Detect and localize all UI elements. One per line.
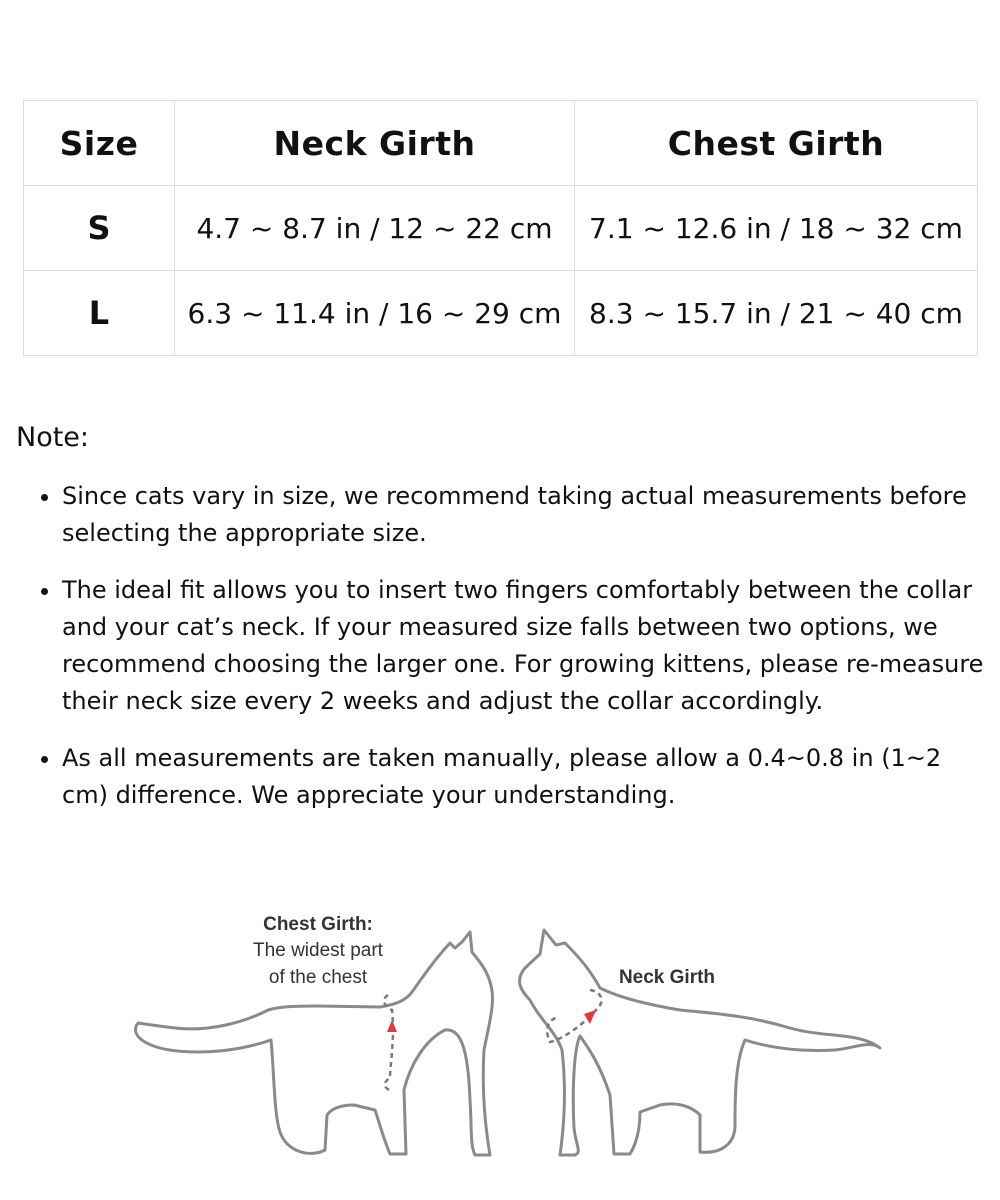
size-cell: S: [24, 186, 175, 271]
header-chest-girth: Chest Girth: [575, 101, 978, 186]
neck-girth-label: Neck Girth: [618, 967, 716, 988]
neck-arrow-icon: [584, 1010, 596, 1024]
note-list: [22, 478, 990, 834]
list-item: • The ideal fit allows you to insert two fingers comfortably between the collar and your cat’s neck. If your measured size falls between two options, we recommend choosing the larger one. For growing kittens, please re-measure their neck size every 2 weeks and adjust the collar accordingly.: [62, 572, 990, 720]
chest-girth-cell: 7.1 ~ 12.6 in / 18 ~ 32 cm: [575, 186, 978, 271]
table-row: [24, 186, 978, 271]
cat-left-outline: [136, 932, 493, 1155]
neck-girth-cell: 4.7 ~ 8.7 in / 12 ~ 22 cm: [175, 186, 575, 271]
size-chart-table: [23, 100, 978, 356]
chest-girth-cell: 8.3 ~ 15.7 in / 21 ~ 40 cm: [575, 271, 978, 356]
list-item: • As all measurements are taken manually, please allow a 0.4~0.8 in (1~2 cm) difference. We appreciate your understanding.: [62, 740, 990, 814]
size-cell: L: [24, 271, 175, 356]
table-row: [24, 271, 978, 356]
chest-girth-dashed-line: [384, 995, 393, 1090]
list-item: • Since cats vary in size, we recommend taking actual measurements before selecting the appropriate size.: [62, 478, 990, 552]
neck-girth-cell: 6.3 ~ 11.4 in / 16 ~ 29 cm: [175, 271, 575, 356]
chest-girth-label: Chest Girth:: [263, 914, 373, 935]
chest-girth-desc-line1: The widest part: [253, 940, 383, 961]
table-header-row: [24, 101, 978, 186]
note-title: Note:: [16, 422, 90, 453]
cat-right-outline: [520, 930, 880, 1155]
header-size: Size: [24, 101, 175, 186]
header-neck-girth: Neck Girth: [175, 101, 575, 186]
chest-arrow-icon: [387, 1020, 397, 1032]
measurement-diagram: [0, 900, 1000, 1170]
chest-girth-desc-line2: of the chest: [268, 967, 368, 988]
